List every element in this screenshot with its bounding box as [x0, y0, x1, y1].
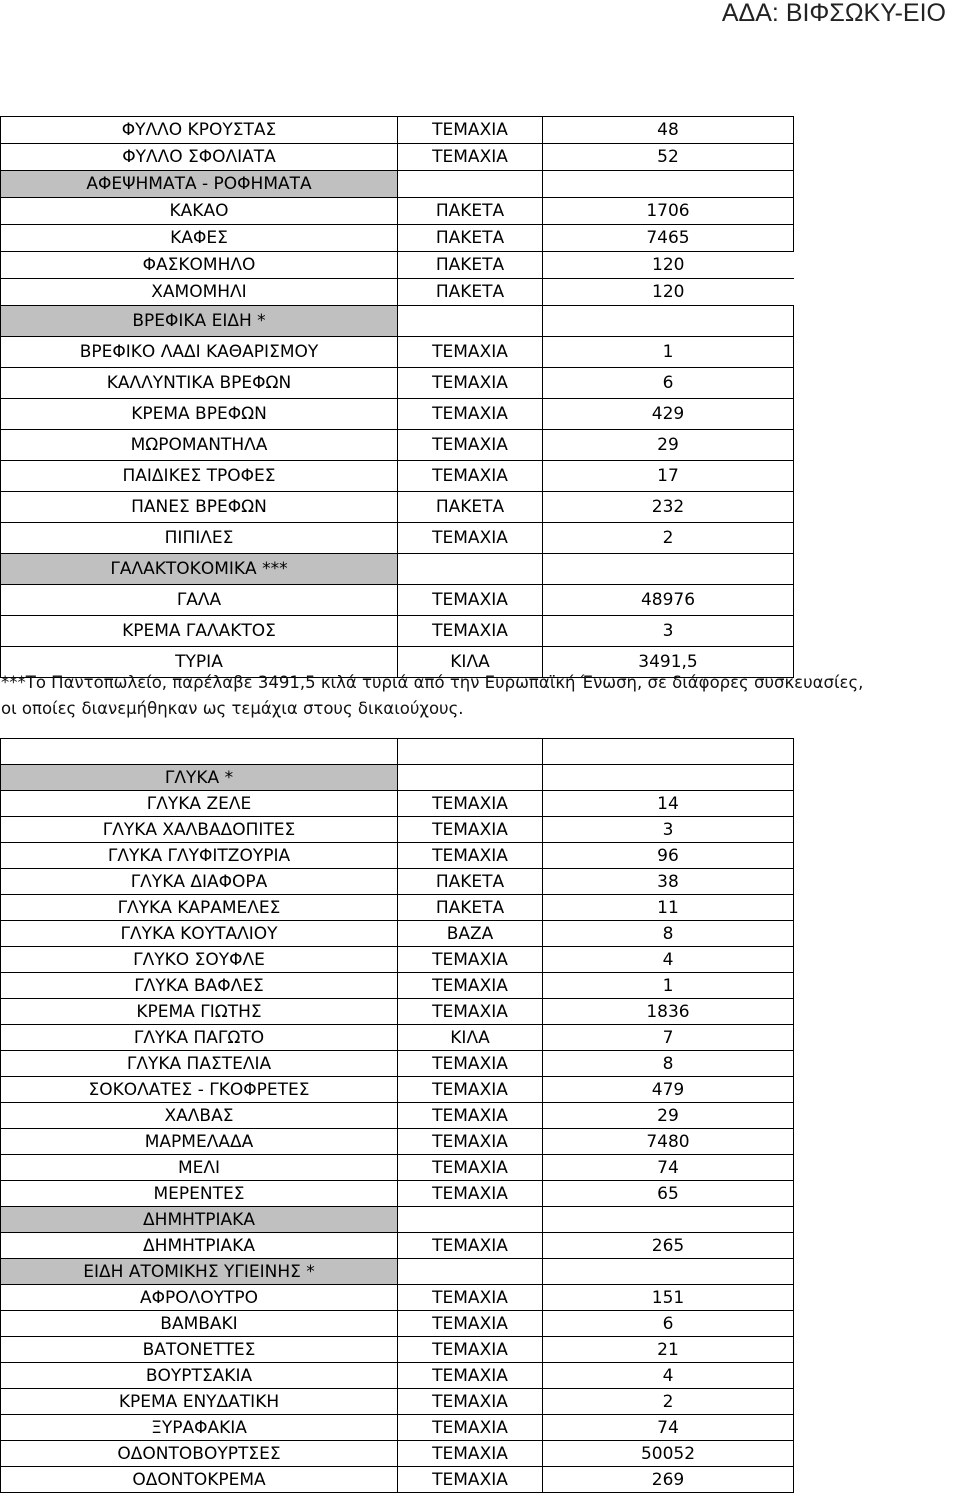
item-cell: ΚΡΕΜΑ ΓΙΩΤΗΣ — [1, 999, 398, 1025]
unit-cell: ΤΕΜΑΧΙΑ — [398, 585, 543, 616]
item-cell: ΧΑΛΒΑΣ — [1, 1103, 398, 1129]
unit-cell: ΤΕΜΑΧΙΑ — [398, 817, 543, 843]
unit-cell: ΚΙΛΑ — [398, 647, 543, 678]
unit-cell: ΤΕΜΑΧΙΑ — [398, 461, 543, 492]
table-row — [1, 1233, 794, 1259]
item-cell: ΔΗΜΗΤΡΙΑΚΑ — [1, 1233, 398, 1259]
item-cell: ΟΔΟΝΤΟΚΡΕΜΑ — [1, 1467, 398, 1493]
unit-cell: ΤΕΜΑΧΙΑ — [398, 1363, 543, 1389]
quantity-cell: 1 — [543, 973, 794, 999]
table-row — [1, 1467, 794, 1493]
quantity-cell: 17 — [543, 461, 794, 492]
item-cell: ΠΑΙΔΙΚΕΣ ΤΡΟΦΕΣ — [1, 461, 398, 492]
table-row — [1, 1025, 794, 1051]
table-row — [1, 616, 794, 647]
unit-cell: ΠΑΚΕΤΑ — [398, 252, 543, 279]
unit-cell: ΤΕΜΑΧΙΑ — [398, 616, 543, 647]
table-row — [1, 492, 794, 523]
table-row — [1, 1363, 794, 1389]
unit-cell: ΤΕΜΑΧΙΑ — [398, 1389, 543, 1415]
table-row — [1, 1311, 794, 1337]
table-row — [1, 999, 794, 1025]
unit-cell: ΤΕΜΑΧΙΑ — [398, 1441, 543, 1467]
quantity-cell: 232 — [543, 492, 794, 523]
item-cell: ΠΙΠΙΛΕΣ — [1, 523, 398, 554]
unit-cell — [398, 306, 543, 337]
unit-cell: ΤΕΜΑΧΙΑ — [398, 1129, 543, 1155]
unit-cell: ΠΑΚΕΤΑ — [398, 869, 543, 895]
unit-cell: ΠΑΚΕΤΑ — [398, 895, 543, 921]
table-row — [1, 1285, 794, 1311]
item-cell: ΕΙΔΗ ΑΤΟΜΙΚΗΣ ΥΓΙΕΙΝΗΣ * — [1, 1259, 398, 1285]
table-row — [1, 225, 794, 252]
quantity-cell: 6 — [543, 368, 794, 399]
item-cell: ΓΛΥΚΑ ΓΛΥΦΙΤΖΟΥΡΙΑ — [1, 843, 398, 869]
unit-cell: ΤΕΜΑΧΙΑ — [398, 368, 543, 399]
item-cell: ΓΛΥΚΑ ΚΑΡΑΜΕΛΕΣ — [1, 895, 398, 921]
table-row — [1, 1337, 794, 1363]
unit-cell — [398, 1259, 543, 1285]
quantity-cell: 7465 — [543, 225, 794, 252]
table-row — [1, 1103, 794, 1129]
quantity-cell: 151 — [543, 1285, 794, 1311]
quantity-cell — [543, 306, 794, 337]
quantity-cell: 48 — [543, 117, 794, 144]
quantity-cell: 50052 — [543, 1441, 794, 1467]
item-cell: ΒΡΕΦΙΚΟ ΛΑΔΙ ΚΑΘΑΡΙΣΜΟΥ — [1, 337, 398, 368]
unit-cell: ΤΕΜΑΧΙΑ — [398, 1051, 543, 1077]
unit-cell: ΠΑΚΕΤΑ — [398, 492, 543, 523]
unit-cell: ΤΕΜΑΧΙΑ — [398, 117, 543, 144]
unit-cell: ΤΕΜΑΧΙΑ — [398, 1467, 543, 1493]
quantity-cell — [543, 1259, 794, 1285]
quantity-cell: 52 — [543, 144, 794, 171]
item-cell: ΦΥΛΛΟ ΚΡΟΥΣΤΑΣ — [1, 117, 398, 144]
unit-cell — [398, 1207, 543, 1233]
item-cell: ΓΛΥΚΑ ΧΑΛΒΑΔΟΠΙΤΕΣ — [1, 817, 398, 843]
unit-cell: ΤΕΜΑΧΙΑ — [398, 399, 543, 430]
item-cell: ΜΕΡΕΝΤΕΣ — [1, 1181, 398, 1207]
table-row — [1, 843, 794, 869]
item-cell: ΚΡΕΜΑ ΒΡΕΦΩΝ — [1, 399, 398, 430]
table-row — [1, 1155, 794, 1181]
table-row — [1, 1389, 794, 1415]
item-cell: ΑΦΕΨΗΜΑΤΑ - ΡΟΦΗΜΑΤΑ — [1, 171, 398, 198]
quantity-cell: 38 — [543, 869, 794, 895]
quantity-cell: 120 — [543, 279, 794, 306]
unit-cell: ΤΕΜΑΧΙΑ — [398, 430, 543, 461]
item-cell: ΑΦΡΟΛΟΥΤΡΟ — [1, 1285, 398, 1311]
quantity-cell: 21 — [543, 1337, 794, 1363]
quantity-cell: 8 — [543, 921, 794, 947]
quantity-cell — [543, 739, 794, 765]
item-cell: ΓΛΥΚΑ ΖΕΛΕ — [1, 791, 398, 817]
unit-cell: ΒΑΖΑ — [398, 921, 543, 947]
item-cell: ΓΛΥΚΑ ΚΟΥΤΑΛΙΟΥ — [1, 921, 398, 947]
unit-cell: ΤΕΜΑΧΙΑ — [398, 1155, 543, 1181]
quantity-cell: 1706 — [543, 198, 794, 225]
unit-cell: ΤΕΜΑΧΙΑ — [398, 1337, 543, 1363]
item-cell: ΚΡΕΜΑ ΓΑΛΑΚΤΟΣ — [1, 616, 398, 647]
quantity-cell: 74 — [543, 1155, 794, 1181]
table-row — [1, 1077, 794, 1103]
unit-cell: ΚΙΛΑ — [398, 1025, 543, 1051]
table-row — [1, 1129, 794, 1155]
unit-cell: ΤΕΜΑΧΙΑ — [398, 999, 543, 1025]
item-cell: ΒΑΜΒΑΚΙ — [1, 1311, 398, 1337]
quantity-cell: 11 — [543, 895, 794, 921]
table-row — [1, 765, 794, 791]
item-cell: ΜΕΛΙ — [1, 1155, 398, 1181]
quantity-cell: 96 — [543, 843, 794, 869]
table-row — [1, 461, 794, 492]
item-cell: ΜΑΡΜΕΛΑΔΑ — [1, 1129, 398, 1155]
quantity-cell: 1836 — [543, 999, 794, 1025]
item-cell: ΓΛΥΚΑ * — [1, 765, 398, 791]
unit-cell — [398, 171, 543, 198]
table-row — [1, 921, 794, 947]
quantity-cell: 3 — [543, 817, 794, 843]
table-row — [1, 368, 794, 399]
unit-cell — [398, 739, 543, 765]
table-row — [1, 1207, 794, 1233]
quantity-cell: 74 — [543, 1415, 794, 1441]
unit-cell: ΤΕΜΑΧΙΑ — [398, 1311, 543, 1337]
item-cell: ΓΛΥΚΑ ΠΑΓΩΤΟ — [1, 1025, 398, 1051]
quantity-cell: 4 — [543, 947, 794, 973]
table-row — [1, 554, 794, 585]
item-cell: ΓΑΛΑΚΤΟΚΟΜΙΚΑ *** — [1, 554, 398, 585]
unit-cell: ΤΕΜΑΧΙΑ — [398, 523, 543, 554]
quantity-cell: 1 — [543, 337, 794, 368]
item-cell: ΒΡΕΦΙΚΑ ΕΙΔΗ * — [1, 306, 398, 337]
table-row — [1, 739, 794, 765]
table-row — [1, 585, 794, 616]
item-cell: ΞΥΡΑΦΑΚΙΑ — [1, 1415, 398, 1441]
item-cell: ΚΑΦΕΣ — [1, 225, 398, 252]
unit-cell: ΤΕΜΑΧΙΑ — [398, 791, 543, 817]
unit-cell: ΤΕΜΑΧΙΑ — [398, 144, 543, 171]
item-cell: ΠΑΝΕΣ ΒΡΕΦΩΝ — [1, 492, 398, 523]
unit-cell: ΤΕΜΑΧΙΑ — [398, 1285, 543, 1311]
item-cell: ΤΥΡΙΑ — [1, 647, 398, 678]
quantity-cell: 479 — [543, 1077, 794, 1103]
table-row — [1, 895, 794, 921]
unit-cell: ΤΕΜΑΧΙΑ — [398, 1077, 543, 1103]
table-row — [1, 791, 794, 817]
quantity-cell: 3 — [543, 616, 794, 647]
quantity-cell: 7 — [543, 1025, 794, 1051]
item-cell: ΓΛΥΚΟ ΣΟΥΦΛΕ — [1, 947, 398, 973]
table-row — [1, 869, 794, 895]
quantity-cell — [543, 1207, 794, 1233]
table-row — [1, 337, 794, 368]
quantity-cell: 29 — [543, 430, 794, 461]
item-cell: ΔΗΜΗΤΡΙΑΚΑ — [1, 1207, 398, 1233]
unit-cell: ΤΕΜΑΧΙΑ — [398, 973, 543, 999]
items-table-1 — [0, 116, 794, 678]
table-row — [1, 144, 794, 171]
quantity-cell: 120 — [543, 252, 794, 279]
table-row — [1, 399, 794, 430]
table-row — [1, 817, 794, 843]
unit-cell: ΤΕΜΑΧΙΑ — [398, 337, 543, 368]
table-row — [1, 198, 794, 225]
item-cell: ΦΥΛΛΟ ΣΦΟΛΙΑΤΑ — [1, 144, 398, 171]
cheese-note: ***Το Παντοπωλείο, παρέλαβε 3491,5 κιλά τυριά από την Ευρωπαϊκή Ένωση, σε διάφορες συσκευασίες, οι οποίες διανεμήθηκαν ως τεμάχια στους δικαιούχους. — [1, 673, 864, 718]
quantity-cell: 14 — [543, 791, 794, 817]
quantity-cell: 29 — [543, 1103, 794, 1129]
table-row — [1, 252, 794, 279]
quantity-cell: 2 — [543, 1389, 794, 1415]
item-cell: ΚΑΛΛΥΝΤΙΚΑ ΒΡΕΦΩΝ — [1, 368, 398, 399]
unit-cell: ΤΕΜΑΧΙΑ — [398, 1103, 543, 1129]
item-cell: ΚΑΚΑΟ — [1, 198, 398, 225]
item-cell: ΓΛΥΚΑ ΔΙΑΦΟΡΑ — [1, 869, 398, 895]
table-row — [1, 430, 794, 461]
document-code-header: ΑΔΑ: ΒΙΦΣΩΚΥ-ΕΙΟ — [721, 0, 946, 27]
item-cell: ΟΔΟΝΤΟΒΟΥΡΤΣΕΣ — [1, 1441, 398, 1467]
table-row — [1, 1415, 794, 1441]
table-row — [1, 973, 794, 999]
table-row — [1, 279, 794, 306]
quantity-cell — [543, 554, 794, 585]
quantity-cell: 265 — [543, 1233, 794, 1259]
table-row — [1, 1181, 794, 1207]
unit-cell: ΤΕΜΑΧΙΑ — [398, 1181, 543, 1207]
item-cell: ΒΟΥΡΤΣΑΚΙΑ — [1, 1363, 398, 1389]
item-cell: ΓΛΥΚΑ ΠΑΣΤΕΛΙΑ — [1, 1051, 398, 1077]
table-row — [1, 947, 794, 973]
unit-cell: ΤΕΜΑΧΙΑ — [398, 1233, 543, 1259]
table-row — [1, 117, 794, 144]
unit-cell — [398, 554, 543, 585]
item-cell: ΣΟΚΟΛΑΤΕΣ - ΓΚΟΦΡΕΤΕΣ — [1, 1077, 398, 1103]
table-row — [1, 1259, 794, 1285]
table-row — [1, 306, 794, 337]
quantity-cell: 6 — [543, 1311, 794, 1337]
quantity-cell: 48976 — [543, 585, 794, 616]
item-cell: ΓΛΥΚΑ ΒΑΦΛΕΣ — [1, 973, 398, 999]
item-cell: ΦΑΣΚΟΜΗΛΟ — [1, 252, 398, 279]
unit-cell: ΠΑΚΕΤΑ — [398, 198, 543, 225]
item-cell: ΓΑΛΑ — [1, 585, 398, 616]
quantity-cell: 65 — [543, 1181, 794, 1207]
items-table-2 — [0, 738, 794, 1493]
item-cell: ΧΑΜΟΜΗΛΙ — [1, 279, 398, 306]
quantity-cell: 7480 — [543, 1129, 794, 1155]
quantity-cell: 2 — [543, 523, 794, 554]
item-cell — [1, 739, 398, 765]
quantity-cell: 8 — [543, 1051, 794, 1077]
table-row — [1, 1051, 794, 1077]
quantity-cell: 3491,5 — [543, 647, 794, 678]
table-row — [1, 171, 794, 198]
quantity-cell: 4 — [543, 1363, 794, 1389]
unit-cell: ΤΕΜΑΧΙΑ — [398, 947, 543, 973]
unit-cell — [398, 765, 543, 791]
table-row — [1, 1441, 794, 1467]
item-cell: ΒΑΤΟΝΕΤΤΕΣ — [1, 1337, 398, 1363]
quantity-cell — [543, 765, 794, 791]
unit-cell: ΤΕΜΑΧΙΑ — [398, 1415, 543, 1441]
quantity-cell: 269 — [543, 1467, 794, 1493]
item-cell: ΜΩΡΟΜΑΝΤΗΛΑ — [1, 430, 398, 461]
item-cell: ΚΡΕΜΑ ΕΝΥΔΑΤΙΚΗ — [1, 1389, 398, 1415]
table-row — [1, 523, 794, 554]
unit-cell: ΠΑΚΕΤΑ — [398, 279, 543, 306]
unit-cell: ΤΕΜΑΧΙΑ — [398, 843, 543, 869]
unit-cell: ΠΑΚΕΤΑ — [398, 225, 543, 252]
quantity-cell — [543, 171, 794, 198]
quantity-cell: 429 — [543, 399, 794, 430]
